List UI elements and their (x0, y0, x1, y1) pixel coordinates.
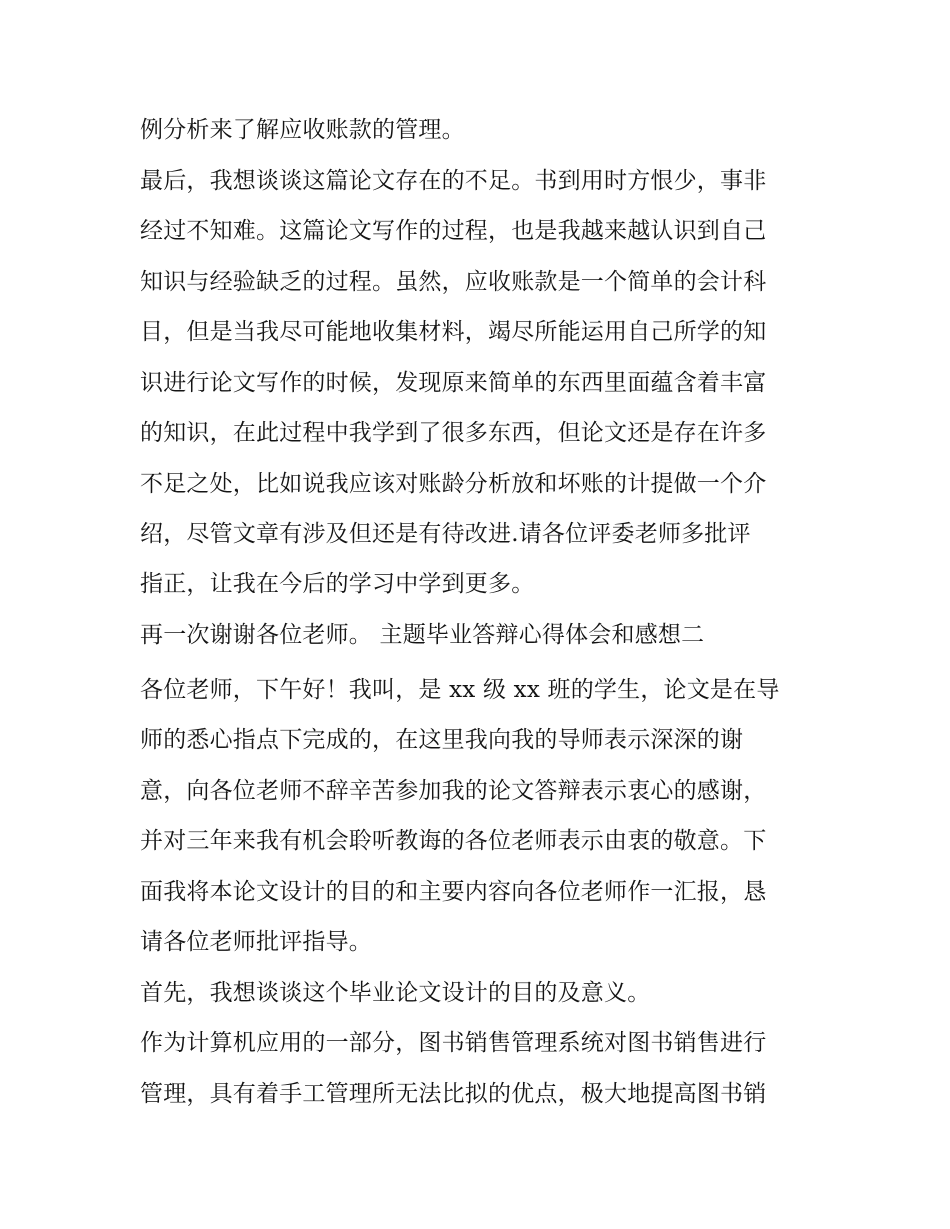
text-line: 首先，我想谈谈这个毕业论文设计的目的及意义。 (140, 980, 651, 1006)
text-line: 面我将本论文设计的目的和主要内容向各位老师作一汇报，恳 (140, 879, 767, 905)
text-line: 请各位老师批评指导。 (140, 929, 372, 955)
text-line: 指正，让我在今后的学习中学到更多。 (140, 571, 535, 597)
text-line: 再一次谢谢各位老师。 主题毕业答辩心得体会和感想二 (140, 622, 705, 648)
text-line: 识进行论文写作的时候，发现原来简单的东西里面蕴含着丰富 (140, 370, 767, 396)
text-line: 不足之处，比如说我应该对账龄分析放和坏账的计提做一个介 (140, 471, 767, 497)
text-line: 管理，具有着手工管理所无法比拟的优点，极大地提高图书销 (140, 1081, 767, 1107)
text-line: 意，向各位老师不辞辛苦参加我的论文答辩表示衷心的感谢， (140, 778, 767, 804)
text-line: 最后，我想谈谈这篇论文存在的不足。书到用时方恨少，事非 (140, 168, 767, 194)
text-line: 各位老师，下午好！我叫，是 xx 级 xx 班的学生，论文是在导 (140, 677, 780, 703)
text-line: 知识与经验缺乏的过程。虽然，应收账款是一个简单的会计科 (140, 269, 767, 295)
text-line: 作为计算机应用的一部分，图书销售管理系统对图书销售进行 (140, 1030, 767, 1056)
text-line: 经过不知难。这篇论文写作的过程，也是我越来越认识到自己 (140, 218, 767, 244)
text-line: 师的悉心指点下完成的，在这里我向我的导师表示深深的谢 (140, 727, 744, 753)
text-line: 并对三年来我有机会聆听教诲的各位老师表示由衷的敬意。下 (140, 828, 767, 854)
text-line: 的知识，在此过程中我学到了很多东西，但论文还是存在许多 (140, 420, 767, 446)
text-line: 绍，尽管文章有涉及但还是有待改进.请各位评委老师多批评 (140, 521, 751, 547)
text-line: 目，但是当我尽可能地收集材料，竭尽所能运用自己所学的知 (140, 319, 767, 345)
text-line: 例分析来了解应收账款的管理。 (140, 117, 465, 143)
